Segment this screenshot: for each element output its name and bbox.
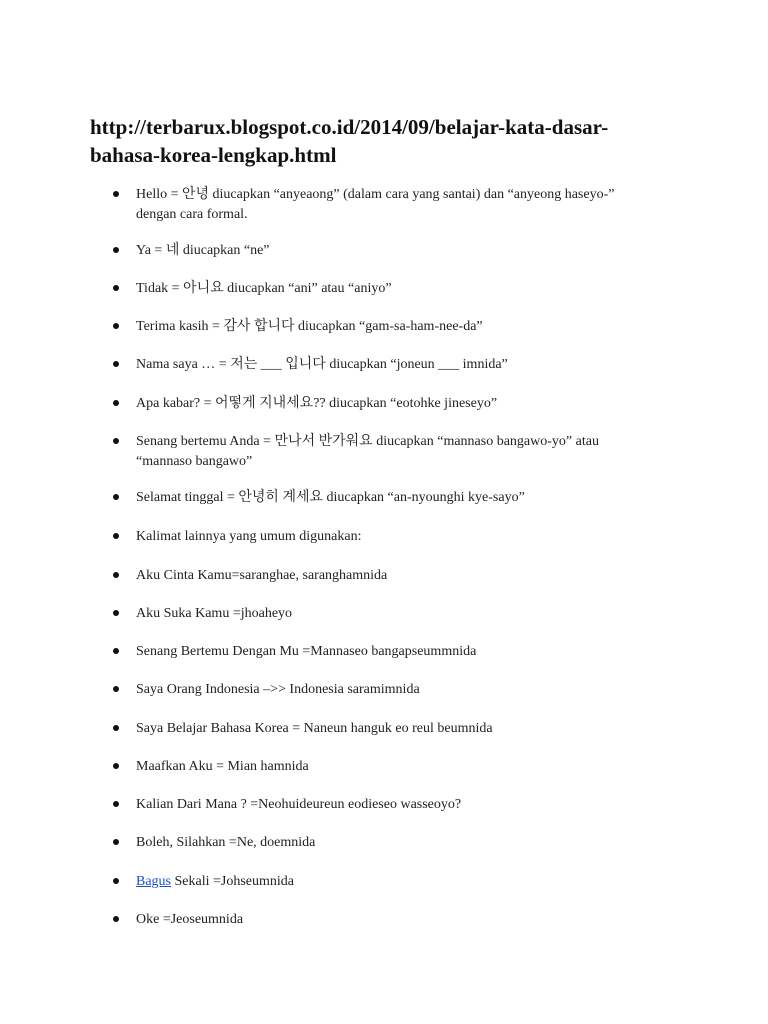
- bullet-icon: [113, 361, 119, 367]
- bullet-icon: [113, 839, 119, 845]
- bullet-icon: [113, 686, 119, 692]
- list-item-text: Hello = 안녕 diucapkan “anyeaong” (dalam cara yang santai) dan “anyeong haseyo-”: [136, 187, 615, 202]
- page-title-url: [90, 113, 690, 169]
- bullet-icon: [113, 572, 119, 578]
- list-item-text: Terima kasih = 감사 합니다 diucapkan “gam-sa-ham-nee-da”: [136, 319, 483, 334]
- list-item-text: Ya = 네 diucapkan “ne”: [136, 243, 270, 258]
- list-item-text: Saya Orang Indonesia –>> Indonesia saramimnida: [136, 682, 420, 697]
- list-item-text: Aku Suka Kamu =jhoaheyo: [136, 606, 293, 621]
- bullet-icon: [113, 801, 119, 807]
- bullet-icon: [113, 763, 119, 769]
- bullet-icon: [113, 916, 119, 922]
- bullet-icon: [113, 610, 119, 616]
- list-item-text-continued: “mannaso bangawo”: [136, 454, 253, 469]
- bullet-icon: [113, 247, 119, 253]
- list-item-text: Selamat tinggal = 안녕히 계세요 diucapkan “an-nyounghi kye-sayo”: [136, 490, 525, 505]
- list-item-text: Nama saya … = 저는 ___ 입니다 diucapkan “joneun ___ imnida”: [136, 357, 508, 372]
- list-item-text: Boleh, Silahkan =Ne, doemnida: [136, 835, 316, 850]
- page-title-line-2: bahasa-korea-lengkap.html: [90, 143, 337, 167]
- list-item-text: [136, 872, 676, 892]
- bullet-icon: [113, 191, 119, 197]
- list-item-text: Apa kabar? = 어떻게 지내세요?? diucapkan “eotohke jineseyo”: [136, 396, 498, 411]
- list-item-text: Senang Bertemu Dengan Mu =Mannaseo bangapseummnida: [136, 644, 477, 659]
- list-item-text: Tidak = 아니요 diucapkan “ani” atau “aniyo”: [136, 281, 392, 296]
- list-item-text: Senang bertemu Anda = 만나서 반가워요 diucapkan “mannaso bangawo-yo” atau: [136, 434, 599, 449]
- bullet-icon: [113, 725, 119, 731]
- bagus-link[interactable]: Bagus: [136, 874, 171, 889]
- bullet-icon: [113, 400, 119, 406]
- list-item-text: Aku Cinta Kamu=saranghae, saranghamnida: [136, 568, 388, 583]
- bullet-icon: [113, 494, 119, 500]
- bullet-icon: [113, 438, 119, 444]
- bullet-icon: [113, 323, 119, 329]
- bullet-icon: [113, 878, 119, 884]
- list-item-text: Kalian Dari Mana ? =Neohuideureun eodieseo wasseoyo?: [136, 797, 462, 812]
- bullet-icon: [113, 648, 119, 654]
- list-item-text-rest: Sekali =Johseumnida: [171, 874, 294, 889]
- bullet-icon: [113, 285, 119, 291]
- list-item-text: Saya Belajar Bahasa Korea = Naneun hanguk eo reul beumnida: [136, 721, 493, 736]
- bullet-icon: [113, 533, 119, 539]
- list-item-text: Maafkan Aku = Mian hamnida: [136, 759, 309, 774]
- list-item-text-continued: dengan cara formal.: [136, 207, 248, 222]
- list-item-text: Kalimat lainnya yang umum digunakan:: [136, 529, 362, 544]
- page-title-line-1: http://terbarux.blogspot.co.id/2014/09/belajar-kata-dasar-: [90, 115, 609, 139]
- list-item-text: Oke =Jeoseumnida: [136, 912, 244, 927]
